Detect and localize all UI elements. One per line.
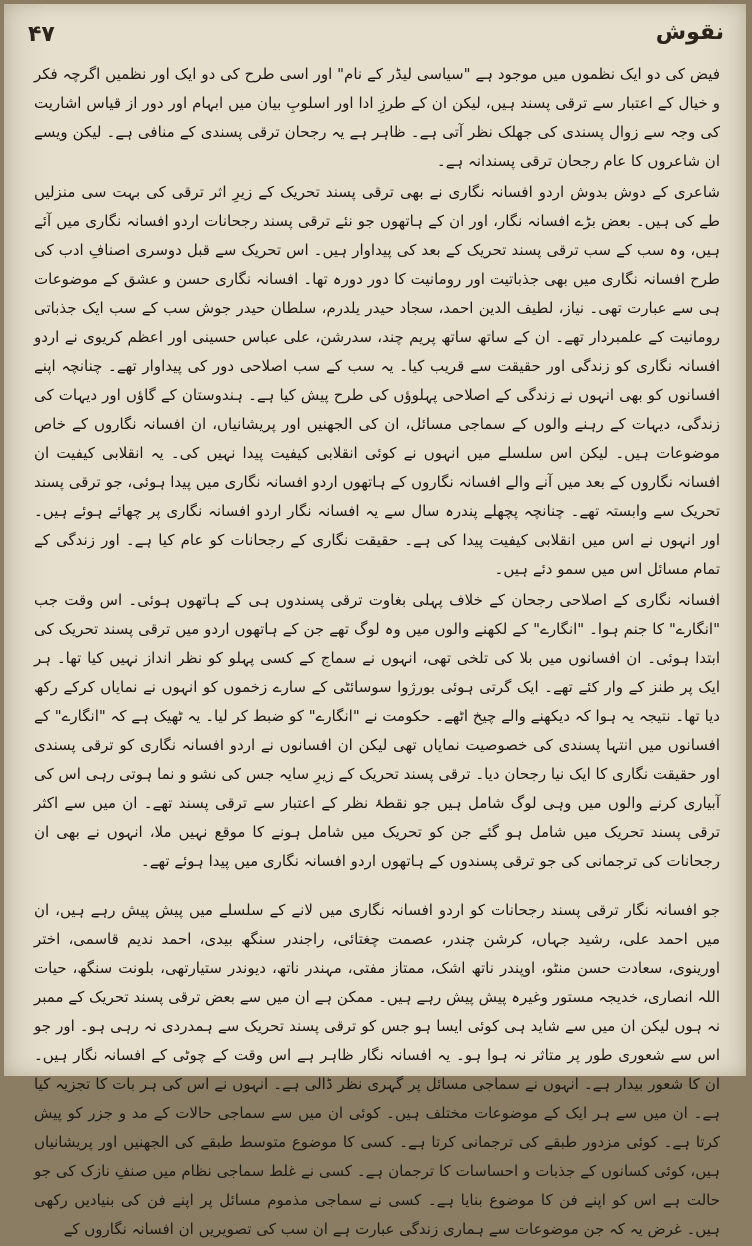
- page-number: ۴۷: [28, 22, 55, 47]
- page-header: [28, 18, 724, 58]
- paragraph: فیض کی دو ایک نظموں میں موجود ہے "سیاسی لیڈر کے نام" اور اسی طرح کی دو ایک اور نظمیں اگرچہ فکر و خیال کے اعتبار سے ترقی پسند ہیں، لیکن ان کے طرزِ ادا اور اسلوبِ بیان میں ابہام اور دور از قیاس اشاریت کی وجہ سے زوال پسندی کی جھلک نظر آتی ہے۔ ظاہر ہے یہ رجحان ترقی پسندی کے منافی ہے۔ لیکن ویسے ان شاعروں کا عام رجحان ترقی پسندانہ ہے۔: [34, 65, 720, 170]
- paragraph: جو افسانہ نگار ترقی پسند رجحانات کو اردو افسانہ نگاری میں لانے کے سلسلے میں پیش پیش رہے ہیں، ان میں احمد علی، رشید جہاں، کرشن چندر، عصمت چغتائی، راجندر سنگھ بیدی، احمد ندیم قاسمی، اختر اورینوی، سعادت حسن منٹو، اوپندر ناتھ اشک، ممتاز مفتی، مہندر ناتھ، دیوندر ستیارتھی، بلونت سنگھ، حیات اللہ انصاری، خدیجہ مستور وغیرہ پیش پیش رہے ہیں۔ ممکن ہے ان میں سے بعض ترقی پسند تحریک کے ممبر نہ ہوں لیکن ان میں سے شاید ہی کوئی ایسا ہو جس کو ترقی پسند تحریک سے ہمدردی نہ رہی ہو۔ اور جو اس سے شعوری طور پر متاثر نہ ہوا ہو۔ یہ افسانہ نگار ظاہر ہے اس وقت کے چوٹی کے افسانہ نگار ہیں۔ ان کا شعور بیدار ہے۔ انہوں نے سماجی مسائل پر گہری نظر ڈالی ہے۔ انہوں نے اس کی ہر بات کا تجزیہ کیا ہے۔ ان میں سے ہر ایک کے موضوعات مختلف ہیں۔ کوئی ان میں سے سماجی حالات کے مد و جزر کو پیش کرتا ہے۔ کوئی مزدور طبقے کی ترجمانی کرتا ہے۔ کسی کا موضوع متوسط طبقے کی الجھنیں اور پریشانیاں ہیں، کوئی کسانوں کے جذبات و احساسات کا ترجمان ہے۔ کسی نے غلط سماجی نظام میں صنفِ نازک کی جو حالت ہے اس کو اپنے فن کا موضوع بنایا ہے۔ کسی نے سماجی مذموم مسائل پر اپنے فن کی بنیادیں رکھی ہیں۔ غرض یہ کہ جن موضوعات سے ہماری زندگی عبارت ہے ان سب کی تصویریں ان افسانہ نگاروں کے: [34, 901, 720, 1238]
- paragraph: شاعری کے دوش بدوش اردو افسانہ نگاری نے بھی ترقی پسند تحریک کے زیرِ اثر ترقی کی بہت سی منزلیں طے کی ہیں۔ بعض بڑے افسانہ نگار، اور ان کے ہاتھوں جو نئے ترقی پسند رجحانات اردو افسانہ نگاری میں آئے ہیں، وہ سب کے سب ترقی پسند تحریک کے بعد کی پیداوار ہیں۔ اس تحریک سے قبل دوسری اصنافِ ادب کی طرح افسانہ نگاری میں بھی جذباتیت اور رومانیت کا دور دورہ تھا۔ افسانہ نگاری حسن و عشق کے موضوعات ہی سے عبارت تھی۔ نیاز، لطیف الدین احمد، سجاد حیدر یلدرم، سلطان حیدر جوش سب کے سب ایک جذباتی رومانیت کے علمبردار تھے۔ ان کے ساتھ ساتھ پریم چند، سدرشن، علی عباس حسینی اور اعظم کریوی نے اردو افسانہ نگاری کو زندگی اور حقیقت سے قریب کیا۔ یہ سب کے سب اصلاحی دور کی پیداوار تھے۔ چنانچہ اپنے افسانوں کو بھی انہوں نے زندگی کے اصلاحی پہلوؤں کی طرح پیش کیا ہے۔ ہندوستان کے گاؤں اور دیہات کی زندگی، دیہات کے رہنے والوں کے سماجی مسائل، ان کی الجھنیں اور پریشانیاں، ان افسانہ نگاروں کے خاص موضوعات ہیں۔ لیکن اس سلسلے میں انہوں نے کوئی انقلابی کیفیت پیدا نہیں کی۔ یہ انقلابی کیفیت ان افسانہ نگاروں کے بعد میں آنے والے افسانہ نگاروں کے ہاتھوں اردو افسانہ نگاری میں پیدا ہوئی، جو ترقی پسند تحریک سے وابستہ تھے۔ چنانچہ پچھلے پندرہ سال سے یہ افسانہ نگار اردو افسانہ نگاری پر چھائے ہوئے ہیں۔ اور انہوں نے اس میں انقلابی کیفیت پیدا کی ہے۔ حقیقت نگاری کے رجحانات کو عام کیا ہے۔ اور زندگی کے تمام مسائل اس میں سمو دئے ہیں۔: [34, 183, 720, 578]
- journal-name: نقوش: [655, 20, 724, 45]
- article-body: [34, 60, 720, 1246]
- paragraph: افسانہ نگاری کے اصلاحی رجحان کے خلاف پہلی بغاوت ترقی پسندوں ہی کے ہاتھوں ہوئی۔ اس وقت جب "انگارے" کا جنم ہوا۔ "انگارے" کے لکھنے والوں میں وہ لوگ تھے جن کے ہاتھوں اردو میں ترقی پسند تحریک کی ابتدا ہوئی۔ ان افسانوں میں بلا کی تلخی تھی، انہوں نے سماج کے کسی پہلو کو نظر انداز نہیں کیا تھا۔ ہر ایک پر طنز کے وار کئے تھے۔ ایک گرتی ہوئی بورژوا سوسائٹی کے سارے زخموں کو انہوں نے نمایاں کرکے رکھ دیا تھا۔ نتیجہ یہ ہوا کہ دیکھنے والے چیخ اٹھے۔ حکومت نے "انگارے" کو ضبط کر لیا۔ یہ ٹھیک ہے کہ "انگارے" کے افسانوں میں انتہا پسندی کی خصوصیت نمایاں تھی لیکن ان افسانوں نے اردو افسانہ نگاری کو ترقی پسندی اور حقیقت نگاری کا ایک نیا رجحان دیا۔ ترقی پسند تحریک کے زیرِ سایہ جس کی نشو و نما ہوتی رہی اس کی آبیاری کرنے والوں میں وہی لوگ شامل ہیں جو نقطۂ نظر کے اعتبار سے ترقی پسند تھے۔ ان میں سے اکثر ترقی پسند تحریک میں شامل ہو گئے جن کو تحریک میں شامل ہونے کا موقع نہیں ملا، انہوں نے بھی ان رجحانات کی ترجمانی کی جو ترقی پسندوں کے ہاتھوں اردو افسانہ نگاری میں پیدا ہوئے تھے۔: [34, 591, 720, 870]
- scanned-page: [4, 4, 746, 1238]
